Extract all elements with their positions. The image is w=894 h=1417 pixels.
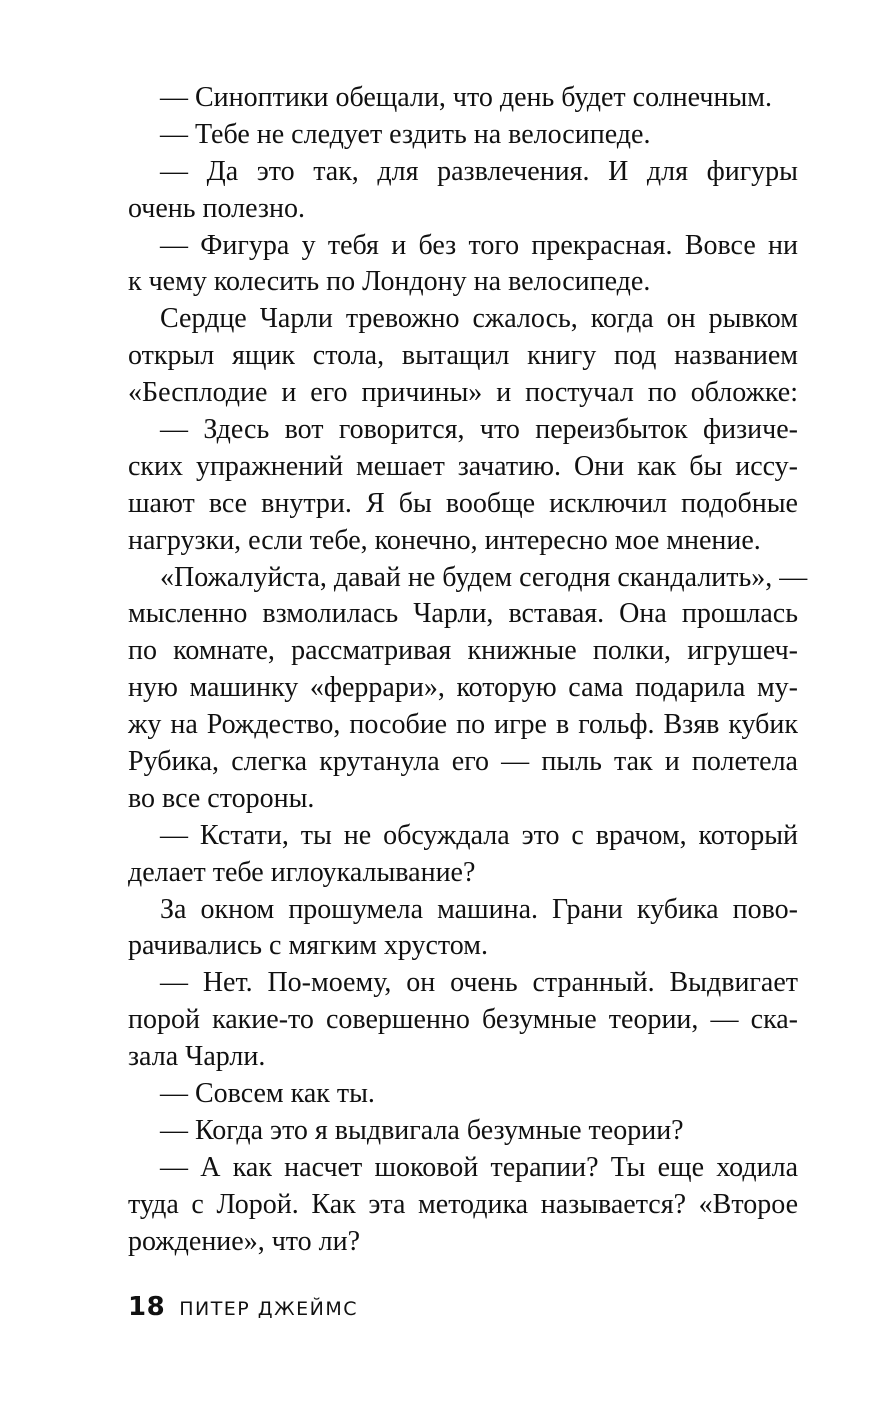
- page-body: [128, 80, 808, 1261]
- text-line: Рубика, слегка крутанула его — пыль так и полетела: [128, 746, 798, 778]
- text-line: — Фигура у тебя и без того прекрасная. Вовсе ни: [160, 229, 798, 261]
- text-line: очень полезно.: [128, 192, 305, 224]
- text-line: порой какие-то совершенно безумные теории, — ска-: [128, 1004, 798, 1036]
- text-line: — Кстати, ты не обсуждала это с врачом, который: [160, 819, 798, 851]
- text-line: — Когда это я выдвигала безумные теории?: [160, 1114, 684, 1146]
- text-line: — Да это так, для развлечения. И для фигуры: [160, 155, 798, 187]
- text-line: Сердце Чарли тревожно сжалось, когда он рывком: [160, 303, 798, 335]
- text-line: к чему колесить по Лондону на велосипеде.: [128, 266, 651, 298]
- text-line: — Совсем как ты.: [160, 1078, 375, 1110]
- text-line: «Бесплодие и его причины» и постучал по обложке:: [128, 377, 798, 409]
- text-line: рождение», что ли?: [128, 1225, 361, 1257]
- text-line: нагрузки, если тебе, конечно, интересно мое мнение.: [128, 524, 761, 556]
- text-line: За окном прошумела машина. Грани кубика пово-: [160, 893, 798, 925]
- text-line: — Здесь вот говорится, что переизбыток физиче-: [160, 414, 798, 446]
- text-line: рачивались с мягким хрустом.: [128, 930, 488, 962]
- text-line: по комнате, рассматривая книжные полки, игрушеч-: [128, 635, 798, 667]
- text-line: — А как насчет шоковой терапии? Ты еще ходила: [160, 1151, 798, 1183]
- page-number: 18: [128, 1292, 166, 1322]
- text-line: «Пожалуйста, давай не будем сегодня скандалить», —: [160, 561, 808, 593]
- text-line: ских упражнений мешает зачатию. Они как бы иссу-: [128, 450, 798, 482]
- text-line: во все стороны.: [128, 782, 315, 814]
- text-line: ную машинку «феррари», которую сама подарила му-: [128, 672, 798, 704]
- text-line: — Тебе не следует ездить на велосипеде.: [160, 118, 651, 150]
- text-line: туда с Лорой. Как эта методика называется? «Второе: [128, 1188, 798, 1220]
- text-line: жу на Рождество, пособие по игре в гольф. Взяв кубик: [128, 709, 798, 741]
- text-line: — Синоптики обещали, что день будет солнечным.: [160, 82, 772, 113]
- text-line: открыл ящик стола, вытащил книгу под названием: [128, 340, 798, 372]
- text-line: — Нет. По-моему, он очень странный. Выдвигает: [160, 967, 798, 999]
- text-line: зала Чарли.: [128, 1041, 266, 1073]
- text-line: делает тебе иглоукалывание?: [128, 856, 476, 888]
- text-line: шают все внутри. Я бы вообще исключил подобные: [128, 487, 798, 519]
- text-line: мысленно взмолилась Чарли, вставая. Она прошлась: [128, 598, 798, 630]
- page-footer: [128, 1292, 358, 1322]
- running-head: ПИТЕР ДЖЕЙМС: [179, 1298, 358, 1320]
